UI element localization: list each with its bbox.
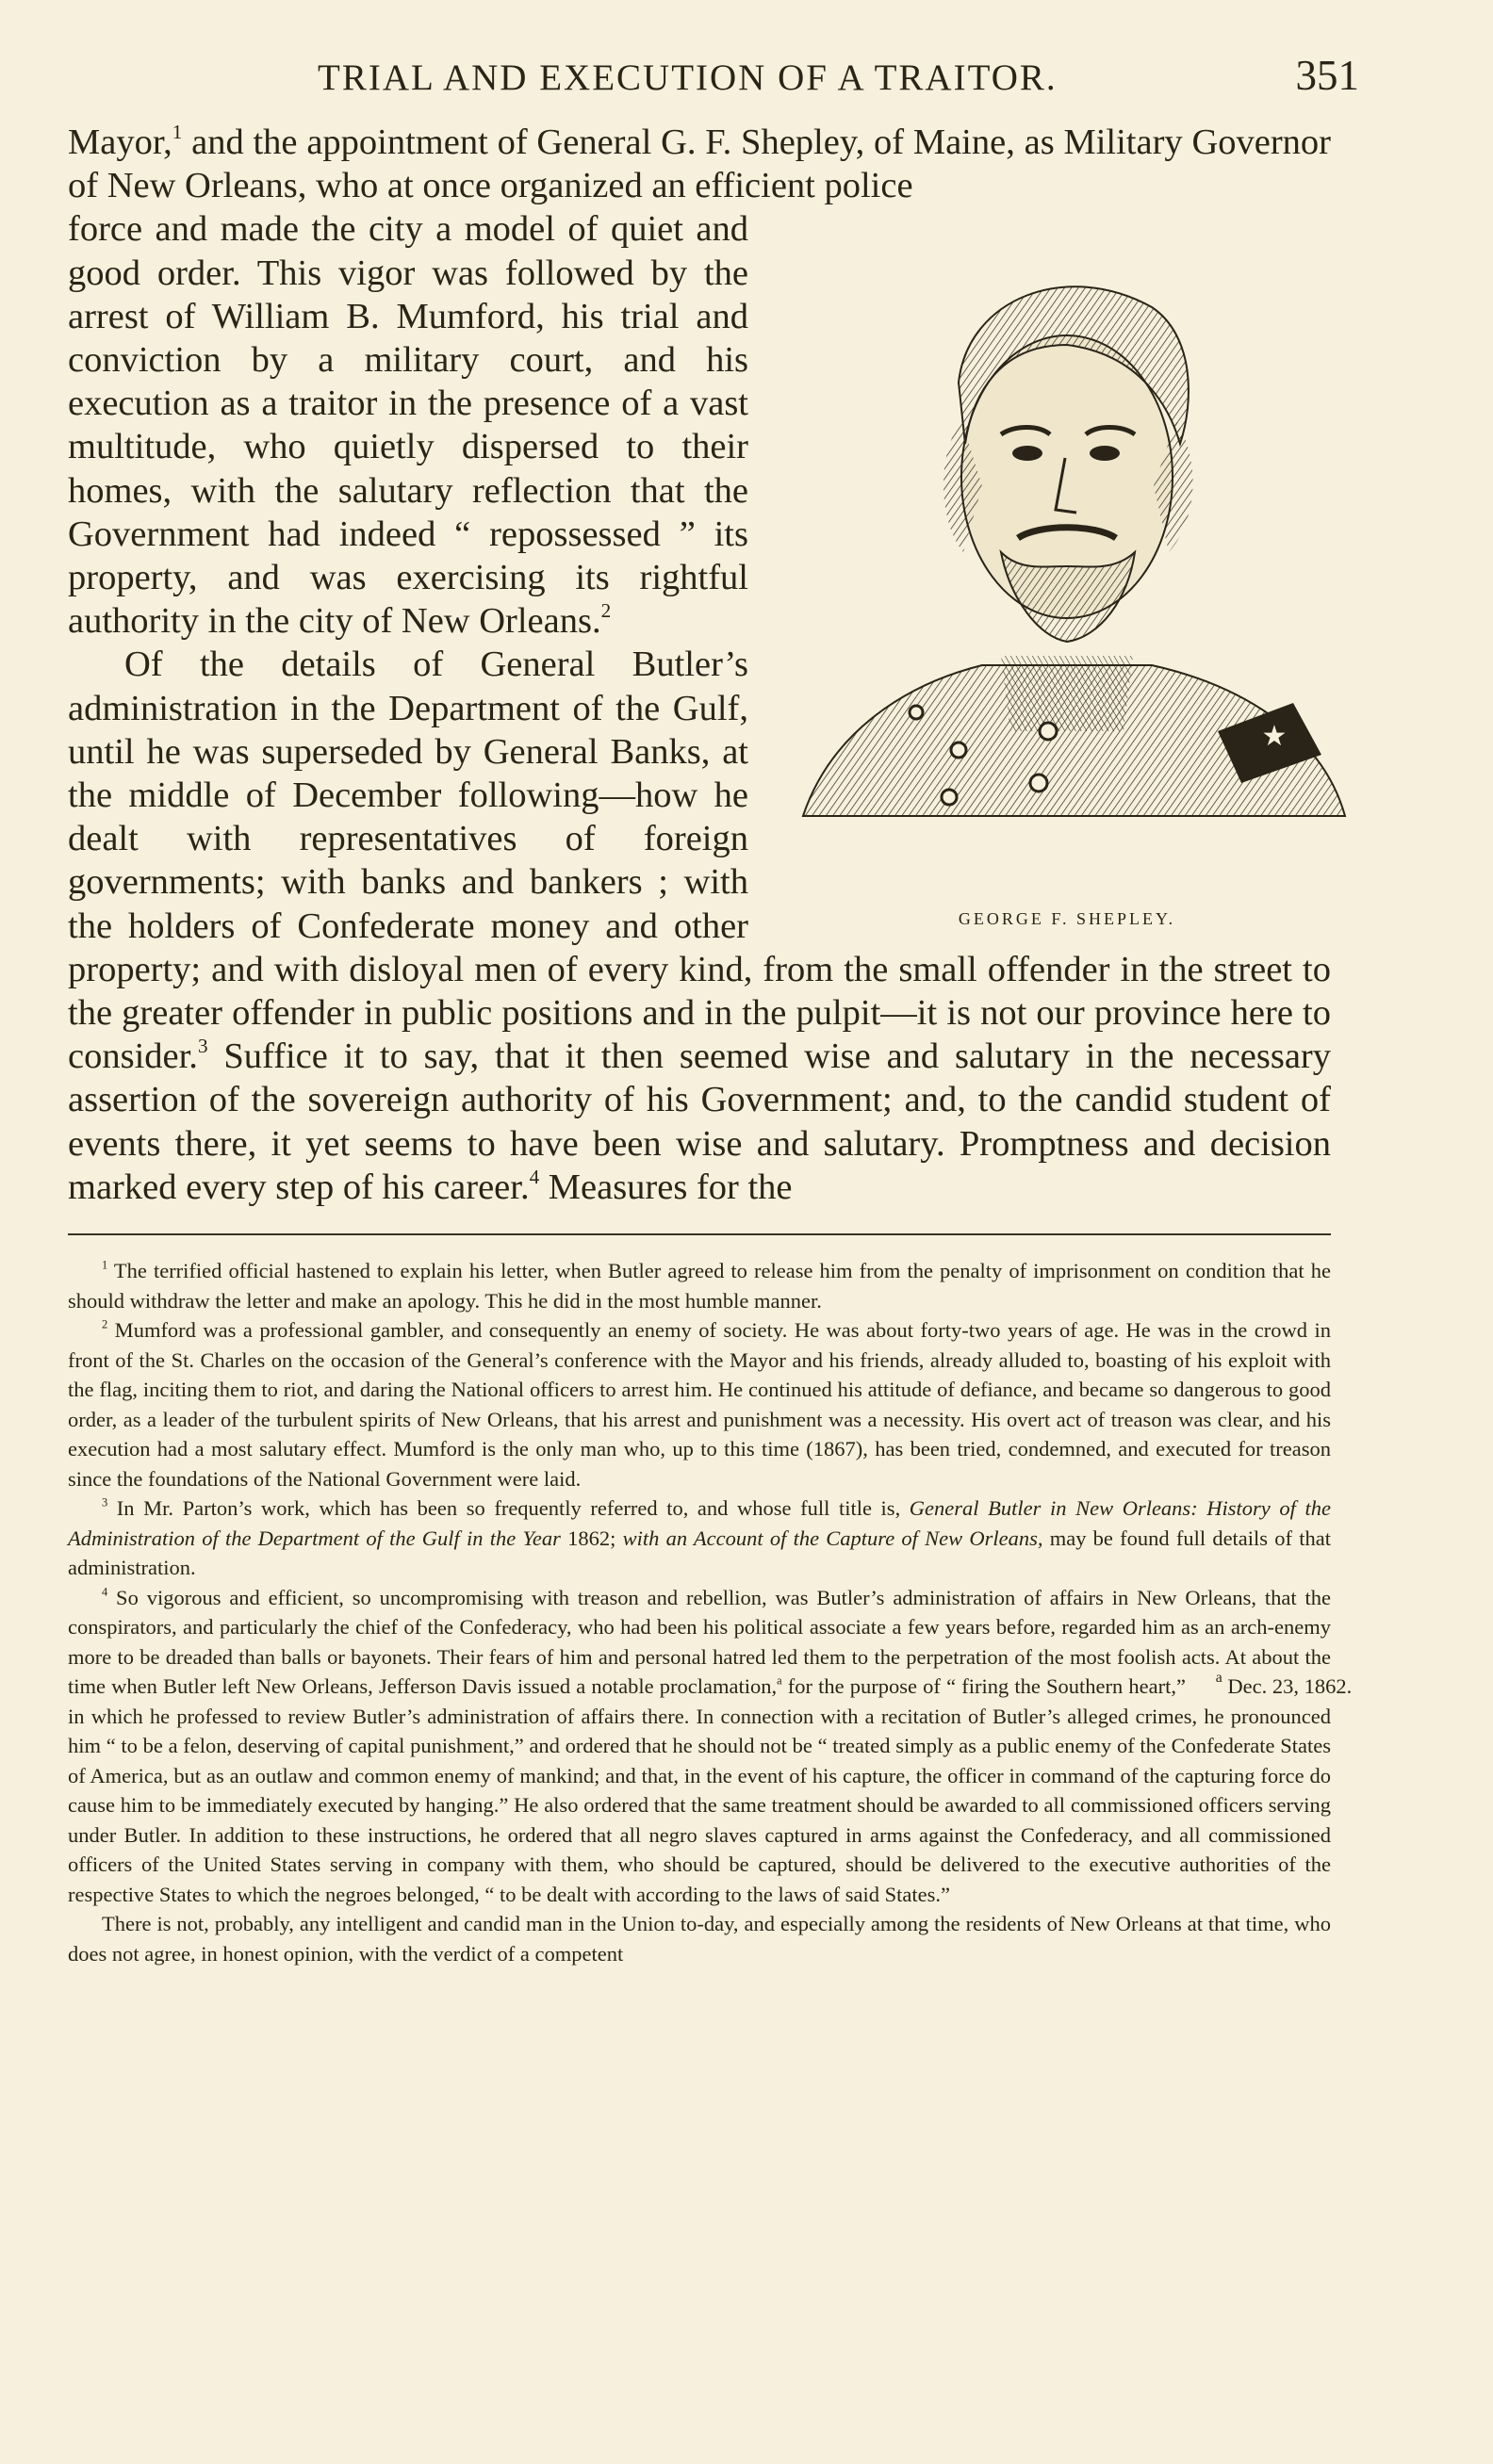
footnote-4-continued	[68, 1909, 1331, 1968]
footnote-number: 1	[102, 1258, 108, 1272]
footnote-text: Mumford was a professional gambler, and consequently an enemy of society. He was about forty-two years of age. He was in the crowd in front of the St. Charles on the occasion of the General’s conference with the Mayor and his friends, already alluded to, boasting of his exploit with the flag, inciting them to riot, and daring the National officers to arrest him. He continued his attitude of defiance, and became so dangerous to good order, as a leader of the turbulent spirits of New Orleans, that his arrest and punishment was a necessity. His overt act of treason was clear, and his execution had a most salutary effect. Mumford is the only man who, up to this time (1867), has been tried, condemned, and executed for treason since the foundations of the National Government were laid.	[68, 1318, 1331, 1491]
footnote-text: The terrified official hastened to explain his letter, when Butler agreed to release him from the penalty of imprisonment on condition that he should withdraw the letter and make an apology. This he did in the most humble manner.	[68, 1259, 1331, 1313]
book-page	[68, 38, 1359, 1968]
footnote-4	[68, 1583, 1353, 1910]
running-head	[68, 38, 1359, 121]
paragraph-1	[68, 121, 1331, 207]
engraved-portrait-icon	[765, 241, 1369, 844]
page-number: 351	[1295, 52, 1359, 99]
footnote-text: 1862;	[560, 1526, 623, 1550]
text-run: and the appointment of General G. F. Shepley, of Maine, as Military Governor of New Orleans, who at once organized an efficient police	[68, 122, 1331, 206]
italic-title: General Butler in New Orleans: History of the Administration of the Department of the Gulf in the Year	[68, 1496, 1331, 1550]
footnotes	[68, 1256, 1353, 1968]
footnote-ref: 1	[172, 121, 183, 144]
margin-date-note	[1208, 1672, 1359, 1702]
footnote-text: At about the time when Butler left New Orleans, Jefferson Davis issued a notable proclamation,	[68, 1644, 1332, 1699]
text-run: Mayor,	[68, 122, 172, 162]
portrait-caption: GEORGE F. SHEPLEY.	[958, 909, 1176, 929]
footnote-text: for the purpose of “ firing the Southern heart,” in which he professed to review Butler’s administration of affairs there. In connection with a recitation of Butler’s alleged crimes, he pronounced him “ to be a felon, deserving of capital punishment,” and ordered that he should not be “ treated simply as a public enemy of the Confederate States of America, but as an outlaw and common enemy of mankind; and that, in the event of his capture, the officer in command of the capturing force do cause him to be immediately executed by hanging.” He also ordered that the same treatment should be awarded to all commissioned officers serving under Butler. In addition to these instructions, he ordered that all negro slaves captured in arms against the Confederacy, and all commissioned officers of the United States serving in company with them, who should be captured, should be delivered to the executive authorities of the respective States to which the negroes belonged, “ to be dealt with according to the laws of said States.”	[68, 1674, 1331, 1906]
footnote-text: There is not, probably, any intelligent and candid man in the Union to-day, and especially among the residents of New Orleans at that time, who does not agree, in honest opinion, with the verdict of a competent	[68, 1912, 1331, 1966]
portrait-figure	[765, 213, 1369, 929]
text-run: force and made the city a model of quiet and good order. This vigor was followed by the arrest of William B. Mumford, his trial and conviction by a military court, and his execution as a traitor in the presence of a vast multitude, who quietly dispersed to their homes, with the salutary reflection that the Government had indeed “ repossessed ” its property, and was exercising its rightful authority in the city of New Orleans.	[68, 209, 748, 642]
footnote-text: In Mr. Parton’s work, which has been so frequently referred to, and whose full title is,	[107, 1496, 910, 1521]
text-run: Measures for the	[539, 1167, 793, 1207]
italic-title: with an Account of the Capture of New Orleans,	[622, 1526, 1043, 1550]
footnote-number: 3	[102, 1495, 108, 1509]
footnote-text: So vigorous and efficient, so uncompromising with treason and rebellion, was Butler’s administration of affairs in New Orleans, that the conspirators, and particularly the chief of the Confederacy, who had been his political associate a few years before, regarded him as an arch-enemy more to be dreaded than balls or bayonets. Their fears of him and personal hatred led them to the perpetration of the most foolish acts.	[68, 1585, 1331, 1669]
main-text	[68, 121, 1331, 1209]
footnote-ref: 3	[197, 1035, 208, 1058]
footnote-text: may be found full details of that administration.	[68, 1526, 1331, 1580]
running-title: TRIAL AND EXECUTION OF A TRAITOR.	[318, 57, 1058, 98]
footnote-1	[68, 1256, 1331, 1315]
footnote-ref: 2	[600, 599, 612, 623]
footnote-number: 4	[102, 1585, 108, 1599]
margin-date: Dec. 23, 1862.	[1222, 1674, 1353, 1699]
footnote-2	[68, 1315, 1331, 1493]
footnote-number: 2	[102, 1317, 108, 1331]
footnote-ref: 4	[529, 1166, 540, 1188]
footnote-3	[68, 1493, 1331, 1583]
text-run: Of the details of General Butler’s administration in the Department of the Gulf, until he was superseded by General Banks, at the middle of December following—how he dealt with representatives of foreign governments; with banks and bankers ; with the holders of Confederate money and other property; and with disloyal men of every kind, from the small offender in the street to the greater offender in public positions and in the pulpit—it is not our province here to consider.	[68, 645, 1331, 1077]
margin-mark: a	[1215, 1670, 1222, 1687]
footnote-mark: a	[777, 1673, 782, 1688]
footnote-divider	[68, 1233, 1331, 1235]
text-run: Suffice it to say, that it then seemed wise and salutary in the necessary assertion of the sovereign authority of his Government; and, to the candid student of events there, it yet seems to have been wise and salutary. Promptness and decision marked every step of his career.	[68, 1036, 1331, 1207]
svg-text:★: ★	[1261, 721, 1288, 753]
